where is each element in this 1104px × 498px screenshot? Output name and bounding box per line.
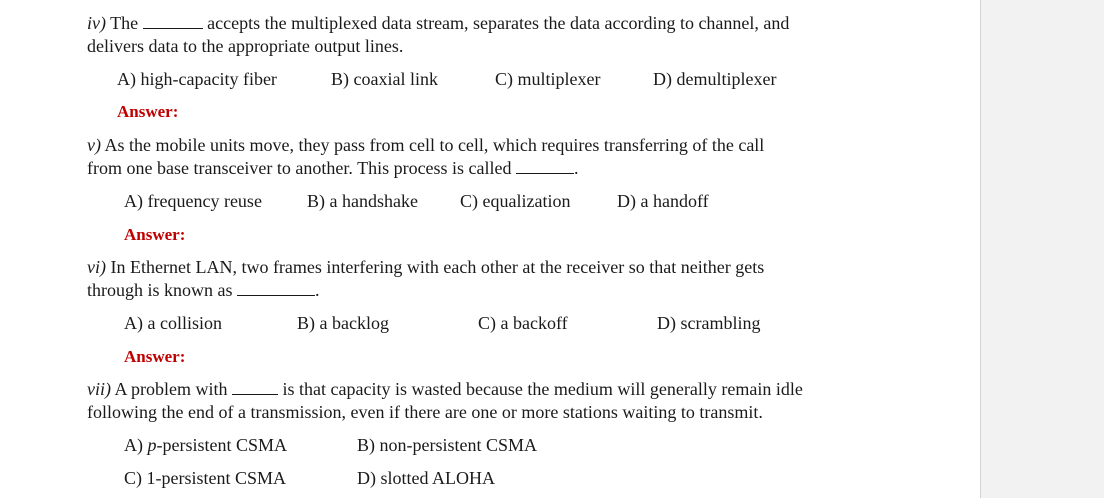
question-number: vi) <box>87 257 106 277</box>
answer-label: Answer: <box>124 225 186 244</box>
period: . <box>574 158 579 178</box>
question-text: A problem with <box>114 379 228 399</box>
question-number: v) <box>87 135 101 155</box>
option-a: A) high-capacity fiber <box>117 69 277 89</box>
option-c: C) 1-persistent CSMA <box>124 468 286 488</box>
question-vii-line1 <box>87 378 803 400</box>
question-vi-line1 <box>87 256 764 278</box>
option-a: A) a collision <box>124 313 222 333</box>
question-vi-line2 <box>87 279 320 301</box>
answer-blank <box>232 380 278 395</box>
question-text: from one base transceiver to another. This process is called <box>87 158 512 178</box>
option-d: D) a handoff <box>617 191 709 211</box>
question-text: As the mobile units move, they pass from cell to cell, which requires transferring of the call <box>104 135 765 155</box>
question-text: through is known as <box>87 280 233 300</box>
option-b: B) coaxial link <box>331 69 438 89</box>
option-d: D) slotted ALOHA <box>357 468 495 488</box>
right-side-panel <box>980 0 1104 498</box>
answer-blank <box>237 281 315 296</box>
answer-label: Answer: <box>124 347 186 366</box>
period: . <box>315 280 320 300</box>
option-d: D) demultiplexer <box>653 69 777 89</box>
question-vii-line2: following the end of a transmission, even if there are one or more stations waiting to transmit. <box>87 402 763 422</box>
question-text: The <box>110 13 139 33</box>
option-a: A) frequency reuse <box>124 191 262 211</box>
option-b: B) non-persistent CSMA <box>357 435 537 455</box>
question-iv-line1 <box>87 12 789 34</box>
question-number: vii) <box>87 379 111 399</box>
option-c: C) a backoff <box>478 313 568 333</box>
question-v-line2 <box>87 157 579 179</box>
question-iv-line2: delivers data to the appropriate output lines. <box>87 36 404 56</box>
question-number: iv) <box>87 13 106 33</box>
option-b: B) a handshake <box>307 191 418 211</box>
answer-label: Answer: <box>117 102 179 121</box>
option-a: A) p-persistent CSMA <box>124 435 287 455</box>
question-text: is that capacity is wasted because the medium will generally remain idle <box>282 379 803 399</box>
option-c: C) equalization <box>460 191 571 211</box>
question-text: In Ethernet LAN, two frames interfering with each other at the receiver so that neither gets <box>110 257 765 277</box>
question-text: accepts the multiplexed data stream, separates the data according to channel, and <box>207 13 790 33</box>
option-c: C) multiplexer <box>495 69 601 89</box>
option-b: B) a backlog <box>297 313 389 333</box>
question-v-line1 <box>87 134 764 156</box>
answer-blank <box>516 159 574 174</box>
answer-blank <box>143 14 203 29</box>
option-d: D) scrambling <box>657 313 761 333</box>
